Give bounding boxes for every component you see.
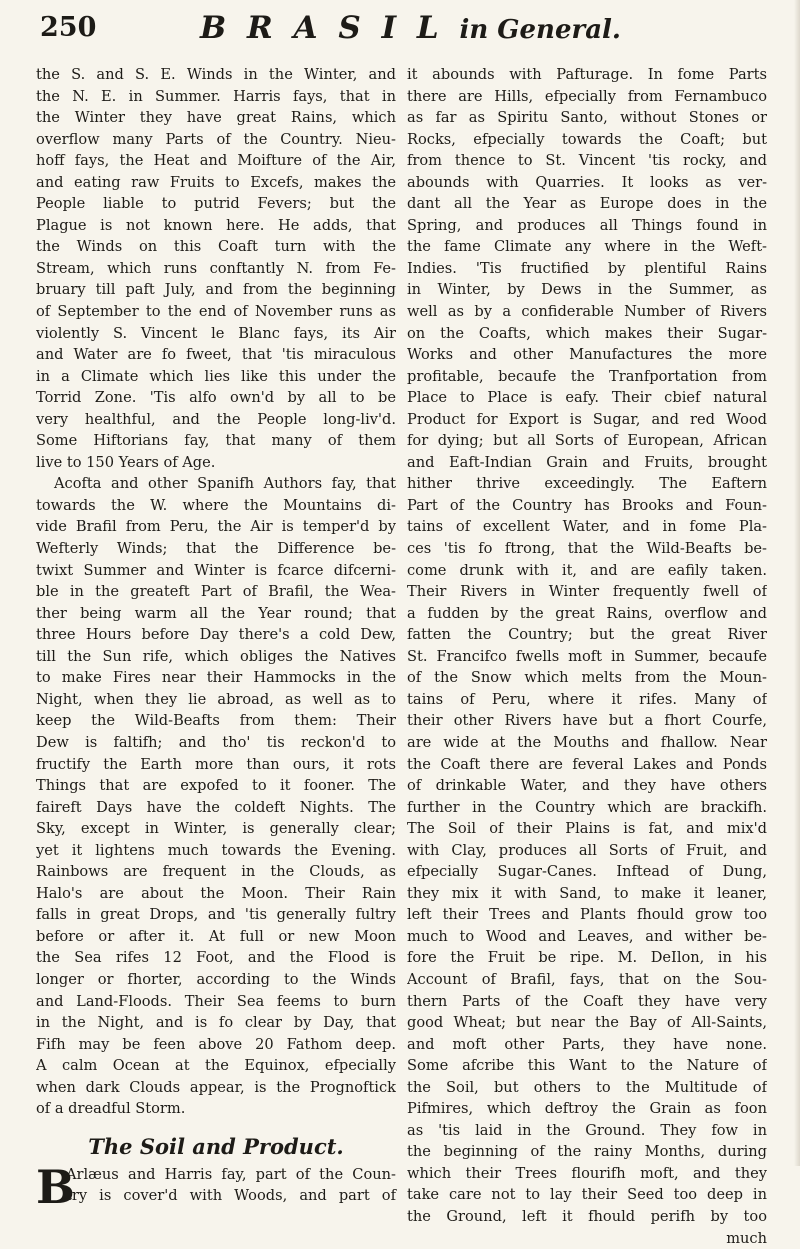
page-number: 250	[40, 12, 97, 43]
text-line: ble in the greateft Part of Brafil, the Wea-	[36, 583, 396, 601]
text-line: till the Sun rife, which obliges the Natives	[36, 647, 396, 665]
paragraph-climate	[36, 64, 396, 473]
text-line: Sky, except in Winter, is generally clear;	[36, 820, 396, 838]
text-line: and Eaft-Indian Grain and Fruits, brought	[407, 453, 767, 471]
text-line: they mix it with Sand, to make it leaner,	[407, 884, 767, 902]
text-line: come drunk with it, and are eafily taken.	[407, 561, 767, 579]
text-line: in Winter, by Dews in the Summer, as	[407, 281, 767, 299]
text-line: for dying; but all Sorts of European, African	[407, 432, 767, 450]
text-line: the Coaft there are feveral Lakes and Ponds	[407, 755, 767, 773]
text-line: Night, when they lie abroad, as well as to	[36, 690, 396, 708]
text-line: when dark Clouds appear, is the Prognoftick	[36, 1078, 396, 1096]
text-line: Rainbows are frequent in the Clouds, as	[36, 863, 396, 881]
text-line: People liable to putrid Fevers; but the	[36, 195, 396, 213]
text-line: and Water are fo fweet, that 'tis miraculous	[36, 346, 396, 364]
text-line: of September to the end of November runs as	[36, 303, 396, 321]
text-line: tains of Peru, where it rifes. Many of	[407, 690, 767, 708]
text-line: before or after it. At full or new Moon	[36, 927, 396, 945]
text-line: are wide at the Mouths and fhallow. Near	[407, 733, 767, 751]
text-line: towards the W. where the Mountains di-	[36, 496, 396, 514]
text-line: vide Brafil from Peru, the Air is temper'd by	[36, 518, 396, 536]
running-title	[200, 10, 621, 46]
text-line: the beginning of the rainy Months, during	[407, 1143, 767, 1161]
text-line: take care not to lay their Seed too deep in	[407, 1186, 767, 1204]
text-line: falls in great Drops, and 'tis generally fultry	[36, 906, 396, 924]
text-line: violently S. Vincent le Blanc fays, its Air	[36, 324, 396, 342]
text-line: a fudden by the great Rains, overflow and	[407, 604, 767, 622]
text-line: fatten the Country; but the great River	[407, 626, 767, 644]
text-line: fructify the Earth more than ours, it rots	[36, 755, 396, 773]
text-line: and eating raw Fruits to Excefs, makes the	[36, 173, 396, 191]
text-line: the Winter they have great Rains, which	[36, 109, 396, 127]
text-line: The Soil of their Plains is fat, and mix'd	[407, 820, 767, 838]
section-heading: The Soil and Product.	[88, 1133, 344, 1159]
text-line: tains of excellent Water, and in fome Pla-	[407, 518, 767, 536]
text-line: Product for Export is Sugar, and red Wood	[407, 410, 767, 428]
text-line: there are Hills, efpecially from Fernambuco	[407, 87, 767, 105]
text-line: which their Trees flourifh moft, and they	[407, 1164, 767, 1182]
text-line: very healthful, and the People long-liv'd.	[36, 410, 396, 428]
text-line: A calm Ocean at the Equinox, efpecially	[36, 1057, 396, 1075]
text-line: of the Snow which melts from the Moun-	[407, 669, 767, 687]
text-line: hoff fays, the Heat and Moifture of the Air,	[36, 152, 396, 170]
text-line: good Wheat; but near the Bay of All-Saints,	[407, 1014, 767, 1032]
text-line: efpecially Sugar-Canes. Inftead of Dung,	[407, 863, 767, 881]
text-line: much to Wood and Leaves, and wither be-	[407, 927, 767, 945]
text-line: faireft Days have the coldeft Nights. The	[36, 798, 396, 816]
drop-cap: B	[36, 1159, 75, 1214]
text-line: Works and other Manufactures the more	[407, 346, 767, 364]
text-line: Stream, which runs conftantly N. from Fe-	[36, 259, 396, 277]
text-line: twixt Summer and Winter is fcarce difcerni-	[36, 561, 396, 579]
text-line: Place to Place is eafy. Their cbief natural	[407, 389, 767, 407]
text-line: abounds with Quarries. It looks as ver-	[407, 173, 767, 191]
text-line: the S. and S. E. Winds in the Winter, and	[36, 66, 396, 83]
text-line: Part of the Country has Brooks and Foun-	[407, 496, 767, 514]
text-line: in the Night, and is fo clear by Day, that	[36, 1014, 396, 1032]
text-line: to make Fires near their Hammocks in the	[36, 669, 396, 687]
paragraph-soil-continued	[407, 64, 767, 1228]
text-line: their other Rivers have but a fhort Courfe,	[407, 712, 767, 730]
text-line: Some Hiftorians fay, that many of them	[36, 432, 396, 450]
text-line: as 'tis laid in the Ground. They fow in	[407, 1121, 767, 1139]
text-line: the Winds on this Coaft turn with the	[36, 238, 396, 256]
text-line: Some afcribe this Want to the Nature of	[407, 1057, 767, 1075]
catchword: much	[726, 1229, 767, 1247]
paragraph-soil	[36, 1159, 396, 1214]
page-header	[40, 10, 770, 62]
text-line: and Land-Floods. Their Sea feems to burn	[36, 992, 396, 1010]
text-line: Halo's are about the Moon. Their Rain	[36, 884, 396, 902]
text-line: of a dreadful Storm.	[36, 1100, 186, 1118]
text-line: of drinkable Water, and they have others	[407, 777, 767, 795]
text-line: profitable, becaufe the Tranfportation from	[407, 367, 767, 385]
text-line: the N. E. in Summer. Harris fays, that in	[36, 87, 396, 105]
text-line: ces 'tis fo ftrong, that the Wild-Beafts be-	[407, 540, 767, 558]
text-line: the Sea rifes 12 Foot, and the Flood is	[36, 949, 396, 967]
running-title-main: B R A S I L	[200, 10, 444, 46]
text-line: Dew is faltifh; and tho' tis reckon'd to	[36, 733, 396, 751]
text-line: as far as Spiritu Santo, without Stones or	[407, 109, 767, 127]
text-line: St. Francifco fwells moft in Summer, becaufe	[407, 647, 767, 665]
text-line: keep the Wild-Beafts from them: Their	[36, 712, 396, 730]
text-line: Arlæus and Harris fay, part of the Coun-	[66, 1165, 396, 1183]
text-line: Acofta and other Spanifh Authors fay, that	[54, 475, 396, 493]
text-line: it abounds with Pafturage. In fome Parts	[407, 66, 767, 83]
text-line: three Hours before Day there's a cold Dew,	[36, 626, 396, 644]
text-line: Account of Brafil, fays, that on the Sou-	[407, 970, 767, 988]
left-column	[36, 64, 396, 1214]
text-line: well as by a confiderable Number of Rivers	[407, 303, 767, 321]
text-line: thern Parts of the Coaft they have very	[407, 992, 767, 1010]
text-line: the Soil, but others to the Multitude of	[407, 1078, 767, 1096]
text-line: hither thrive exceedingly. The Eaftern	[407, 475, 767, 493]
text-line: Their Rivers in Winter frequently fwell of	[407, 583, 767, 601]
text-line: left their Trees and Plants fhould grow too	[407, 906, 767, 924]
text-line: Plague is not known here. He adds, that	[36, 216, 396, 234]
text-line: ther being warm all the Year round; that	[36, 604, 396, 622]
text-line: Wefterly Winds; that the Difference be-	[36, 540, 396, 558]
text-line: overflow many Parts of the Country. Nieu-	[36, 130, 396, 148]
text-line: in a Climate which lies like this under the	[36, 367, 396, 385]
text-line: with Clay, produces all Sorts of Fruit, and	[407, 841, 767, 859]
text-line: live to 150 Years of Age.	[36, 453, 216, 471]
paragraph-spanish-authors	[36, 473, 396, 1119]
running-title-subtitle: in General.	[459, 15, 621, 45]
text-line: and moft other Parts, they have none.	[407, 1035, 767, 1053]
text-line: dant all the Year as Europe does in the	[407, 195, 767, 213]
right-column	[407, 64, 767, 1249]
text-line: Rocks, efpecially towards the Coaft; but	[407, 130, 767, 148]
text-line: try is cover'd with Woods, and part of	[66, 1187, 396, 1205]
text-line: on the Coafts, which makes their Sugar-	[407, 324, 767, 342]
page-edge-shadow	[794, 0, 800, 1166]
text-line: Things that are expofed to it fooner. The	[36, 777, 396, 795]
text-line: longer or fhorter, according to the Winds	[36, 970, 396, 988]
text-line: fore the Fruit be ripe. M. DeIlon, in his	[407, 949, 767, 967]
text-line: Indies. 'Tis fructified by plentiful Rains	[407, 259, 767, 277]
text-line: from thence to St. Vincent 'tis rocky, and	[407, 152, 767, 170]
text-line: the Ground, left it fhould perifh by too	[407, 1207, 767, 1225]
text-line: bruary till paft July, and from the beginning	[36, 281, 396, 299]
text-line: yet it lightens much towards the Evening.	[36, 841, 396, 859]
text-line: Fifh may be feen above 20 Fathom deep.	[36, 1035, 396, 1053]
text-line: Pifmires, which deftroy the Grain as foon	[407, 1100, 767, 1118]
text-line: further in the Country which are brackifh.	[407, 798, 767, 816]
text-line: the fame Climate any where in the Weft-	[407, 238, 767, 256]
text-line: Spring, and produces all Things found in	[407, 216, 767, 234]
text-line: Torrid Zone. 'Tis alfo own'd by all to be	[36, 389, 396, 407]
